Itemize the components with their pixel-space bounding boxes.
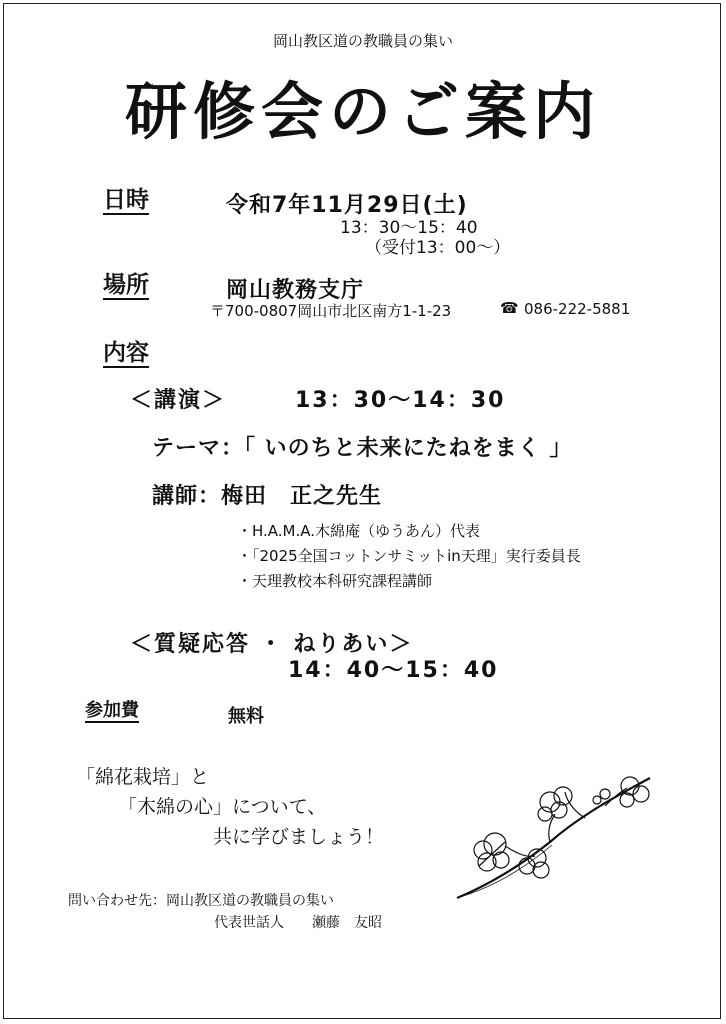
phone-icon: ☎: [500, 299, 519, 317]
fee-label: 参加費: [85, 700, 139, 721]
lecture-theme: テーマ：「 いのちと未来にたねをまく 」: [152, 436, 573, 461]
qa-time: 14：40～15：40: [288, 658, 499, 683]
fee-value: 無料: [228, 706, 264, 727]
venue-label: 場所: [103, 273, 149, 300]
venue-name: 岡山教務支庁: [226, 278, 365, 303]
message-line-2: 「木綿の心」について、: [118, 796, 327, 818]
profile-item: ・「2025全国コットンサミットin天理」実行委員長: [237, 547, 581, 565]
qa-title: ＜質疑応答 ・ ねりあい＞: [130, 632, 414, 657]
message-line-3: 共に学びましょう！: [213, 826, 385, 848]
cotton-branch-illustration: [455, 770, 655, 910]
profile-item: ・天理教校本科研究課程講師: [237, 572, 433, 590]
profile-item: ・H.A.M.A.木綿庵（ゆうあん）代表: [237, 522, 481, 540]
lecture-time: 13：30～14：30: [295, 388, 506, 413]
content-label: 内容: [103, 341, 149, 368]
venue-phone: 086-222-5881: [524, 300, 631, 318]
lecture-title: ＜講演＞: [130, 388, 227, 413]
contact-line-1: 問い合わせ先：岡山教区道の教職員の集い: [68, 893, 334, 909]
reception-time: （受付13：00～）: [365, 238, 511, 258]
page-title: 研修会のご案内: [124, 75, 601, 148]
datetime-label: 日時: [103, 188, 149, 215]
event-time: 13：30～15：40: [340, 218, 478, 238]
lecturer-name: 講師：梅田 正之先生: [152, 484, 383, 509]
organizer-name: 岡山教区道の教職員の集い: [272, 32, 453, 50]
event-date: 令和7年11月29日(土): [226, 193, 468, 218]
venue-address: 〒700-0807岡山市北区南方1-1-23: [210, 302, 452, 320]
message-line-1: 「綿花栽培」と: [76, 766, 210, 788]
contact-line-2: 代表世話人 瀬藤 友昭: [214, 915, 382, 931]
